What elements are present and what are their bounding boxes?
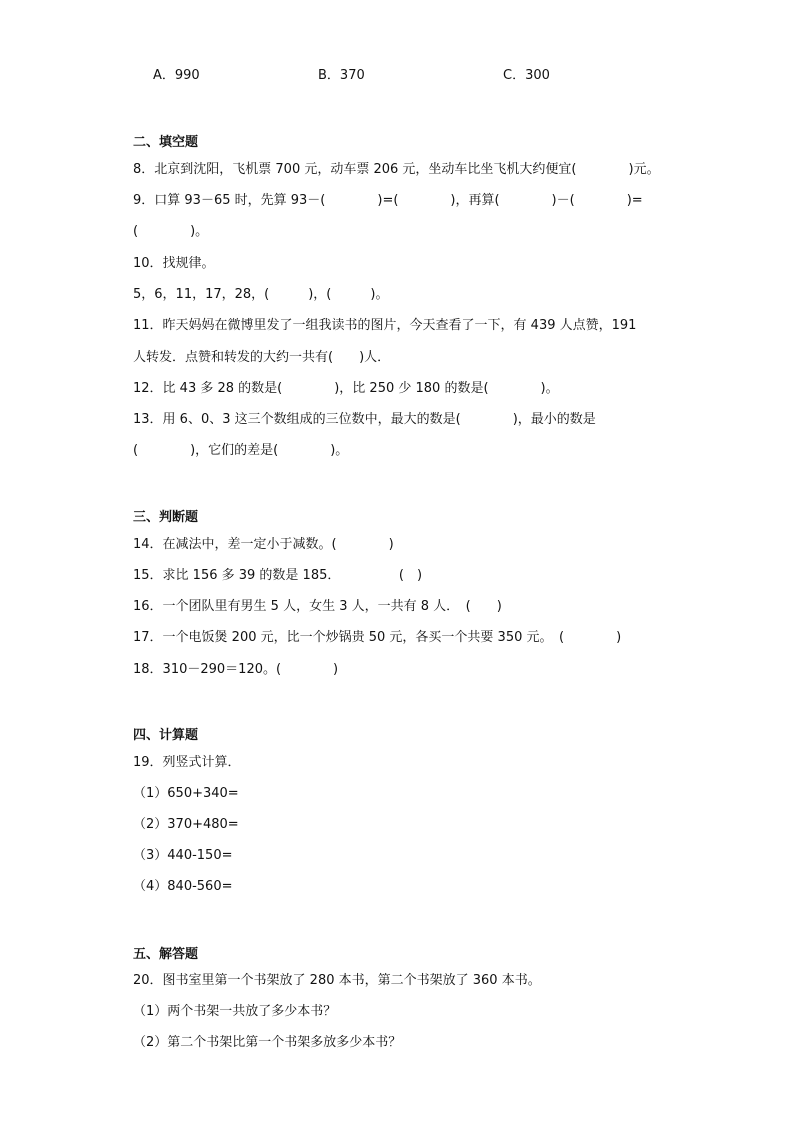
question-14: 14．在减法中，差一定小于减数。( ) xyxy=(133,537,394,552)
question-20-part-2: （2）第二个书架比第一个书架多放多少本书？ xyxy=(133,1035,402,1050)
section-heading-calculation: 四、计算题 xyxy=(133,728,199,743)
question-16: 16．一个团队里有男生 5 人，女生 3 人，一共有 8 人． ( ) xyxy=(133,599,502,614)
question-13-continued: ( )，它们的差是( )。 xyxy=(133,443,349,458)
calc-item-4: （4）840-560= xyxy=(133,879,233,894)
calc-item-1: （1）650+340= xyxy=(133,786,239,801)
question-10-sequence: 5，6，11，17，28，( )，( )。 xyxy=(133,287,389,302)
question-9: 9．口算 93－65 时，先算 93－( )=( )，再算( )－( )= xyxy=(133,193,643,208)
question-10: 10．找规律。 xyxy=(133,256,215,271)
calc-item-2: （2）370+480= xyxy=(133,817,239,832)
question-19: 19．列竖式计算． xyxy=(133,755,241,770)
question-11: 11．昨天妈妈在微博里发了一组我读书的图片，今天查看了一下，有 439 人点赞，191 xyxy=(133,318,637,333)
question-9-continued: ( )。 xyxy=(133,224,209,239)
question-20: 20．图书室里第一个书架放了 280 本书，第二个书架放了 360 本书。 xyxy=(133,973,541,988)
question-20-part-1: （1）两个书架一共放了多少本书？ xyxy=(133,1004,337,1019)
section-heading-answer: 五、解答题 xyxy=(133,947,199,962)
question-11-continued: 人转发．点赞和转发的大约一共有( )人． xyxy=(133,350,391,365)
option-a: A．990 xyxy=(153,68,200,83)
calc-item-3: （3）440-150= xyxy=(133,848,233,863)
question-17: 17．一个电饭煲 200 元，比一个炒锅贵 50 元，各买一个共要 350 元。 ( ) xyxy=(133,630,622,645)
section-heading-fill-blank: 二、填空题 xyxy=(133,135,199,150)
option-c: C．300 xyxy=(503,68,550,83)
question-13: 13．用 6、0、3 这三个数组成的三位数中，最大的数是( )，最小的数是 xyxy=(133,412,596,427)
question-12: 12．比 43 多 28 的数是( )，比 250 少 180 的数是( )。 xyxy=(133,381,559,396)
question-8: 8．北京到沈阳，飞机票 700 元，动车票 206 元，坐动车比坐飞机大约便宜( )元。 xyxy=(133,162,660,177)
option-b: B．370 xyxy=(318,68,365,83)
question-18: 18．310－290＝120。( ) xyxy=(133,662,339,677)
section-heading-judge: 三、判断题 xyxy=(133,510,199,525)
question-15: 15．求比 156 多 39 的数是 185． ( ) xyxy=(133,568,423,583)
